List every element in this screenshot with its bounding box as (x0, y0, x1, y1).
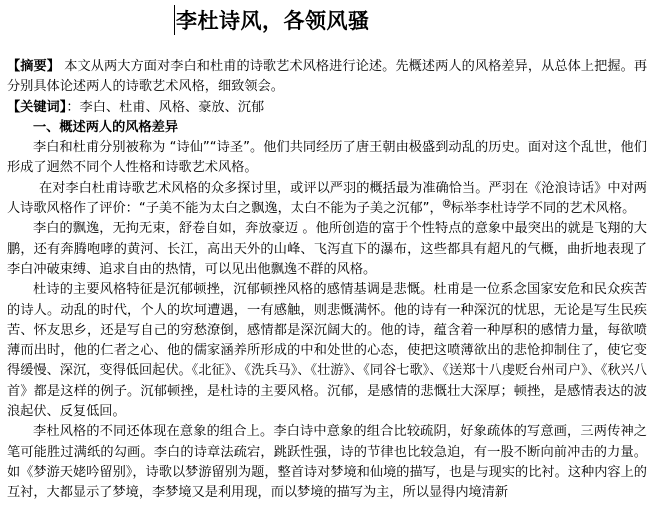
keywords-separator: ： (66, 99, 80, 115)
paragraph-2-text: 在对李白杜甫诗歌艺术风格的众多探讨里，或评以严羽的概括最为准确恰当。严羽在《沧浪诗话》中对两人诗歌风格作了评价：“子美不能为太白之飘逸，太白不能为子美之沉郁”， (7, 180, 647, 217)
body-paragraph-3: 李白的飘逸，无拘无束，舒卷自如，奔放豪迈 。他所创造的富于个性特点的意象中最突出的就是飞翔的大鹏，还有奔腾咆哮的黄河、长江，高出天外的山峰、飞泻直下的瀑布，这些都具有超凡的气概，曲折地表现了李白冲破束缚、追求自由的热情，可以见出他飘逸不群的风格。 (7, 221, 647, 277)
footnote-marker[interactable]: ⑫ (442, 199, 451, 209)
abstract-label: 【摘要】 (7, 59, 60, 74)
keyword-item: 、 沉郁 (225, 100, 265, 115)
paragraph-2-text-end: 标举李杜诗学不同的艺术风格。 (450, 201, 636, 217)
body-paragraph-4: 杜诗的主要风格特征是沉郁顿挫，沉郁顿挫风格的感情基调是悲慨。杜甫是一位系念国家安危和民众疾苦的诗人。动乱的时代，个人的坎坷遭遇，一有感触，则悲慨满怀。他的诗有一种深沉的忧思，无论是写生民疾苦、怀友思乡，还是写自己的穷愁潦倒，感情都是深沉阔大的。他的诗，蕴含着一种厚积的感情力量，每欲喷薄而出时，他的仁者之心、他的儒家涵养所形成的中和处世的心态，使把这喷薄欲出的悲怆抑制住了，使它变得缓慢、深沉，变得低回起伏。《北征》、《洗兵马》、《壮游》、《同谷七歌》、《送郑十八虔贬台州司户》、《秋兴八首》都是这样的例子。沉郁顿挫，是杜诗的主要风格。沉郁，是感情的悲慨壮大深厚；顿挫，是感情表达的波浪起伏、反复低回。 (7, 282, 647, 420)
body-paragraph-5: 李杜风格的不同还体现在意象的组合上。李白诗中意象的组合比较疏阴，好象疏体的写意画，三两传神之笔可能胜过满纸的勾画。李白的诗章法疏宕，跳跃性强，诗的节律也比较急迫，有一股不断向前冲击的力量。如《梦游天姥吟留别》，诗歌以梦游留别为题，整首诗对梦境和仙境的描写，也是与现实的比衬。这种内容上的互衬，大都显示了梦境，李梦境又是利用现，而以梦境的描写为主，所以显得内境清新 (7, 424, 647, 501)
keyword-item: 李白 (79, 99, 106, 115)
body-paragraph-1: 李白和杜甫分别被称为 “诗仙”“诗圣”。他们共同经历了唐王朝由极盛到动乱的历史。面对这个乱世，他们形成了迥然不同个人性格和诗歌艺术风格。 (7, 140, 647, 176)
keyword-item: 、 豪放 (185, 100, 225, 115)
title-area[interactable] (174, 4, 370, 36)
document-body (7, 57, 647, 504)
text-cursor (174, 5, 175, 35)
keywords-label: 【关键词】 (7, 99, 67, 115)
abstract-paragraph (7, 57, 647, 98)
body-paragraph-2 (7, 179, 647, 220)
keywords-paragraph (7, 98, 647, 118)
section-heading: 一、概述两人的风格差异 (33, 119, 179, 135)
page-title: 李杜诗风，各领风骚 (176, 8, 370, 33)
abstract-text: 本文从两大方面对李白和杜甫的诗歌艺术风格进行论述。先概述两人的风格差异，从总体上把握。再分别具体论述两人的诗歌艺术风格，细致领会。 (7, 59, 648, 95)
keyword-item: 、 杜甫 (106, 100, 146, 115)
keyword-item: 、 风格 (145, 100, 185, 115)
